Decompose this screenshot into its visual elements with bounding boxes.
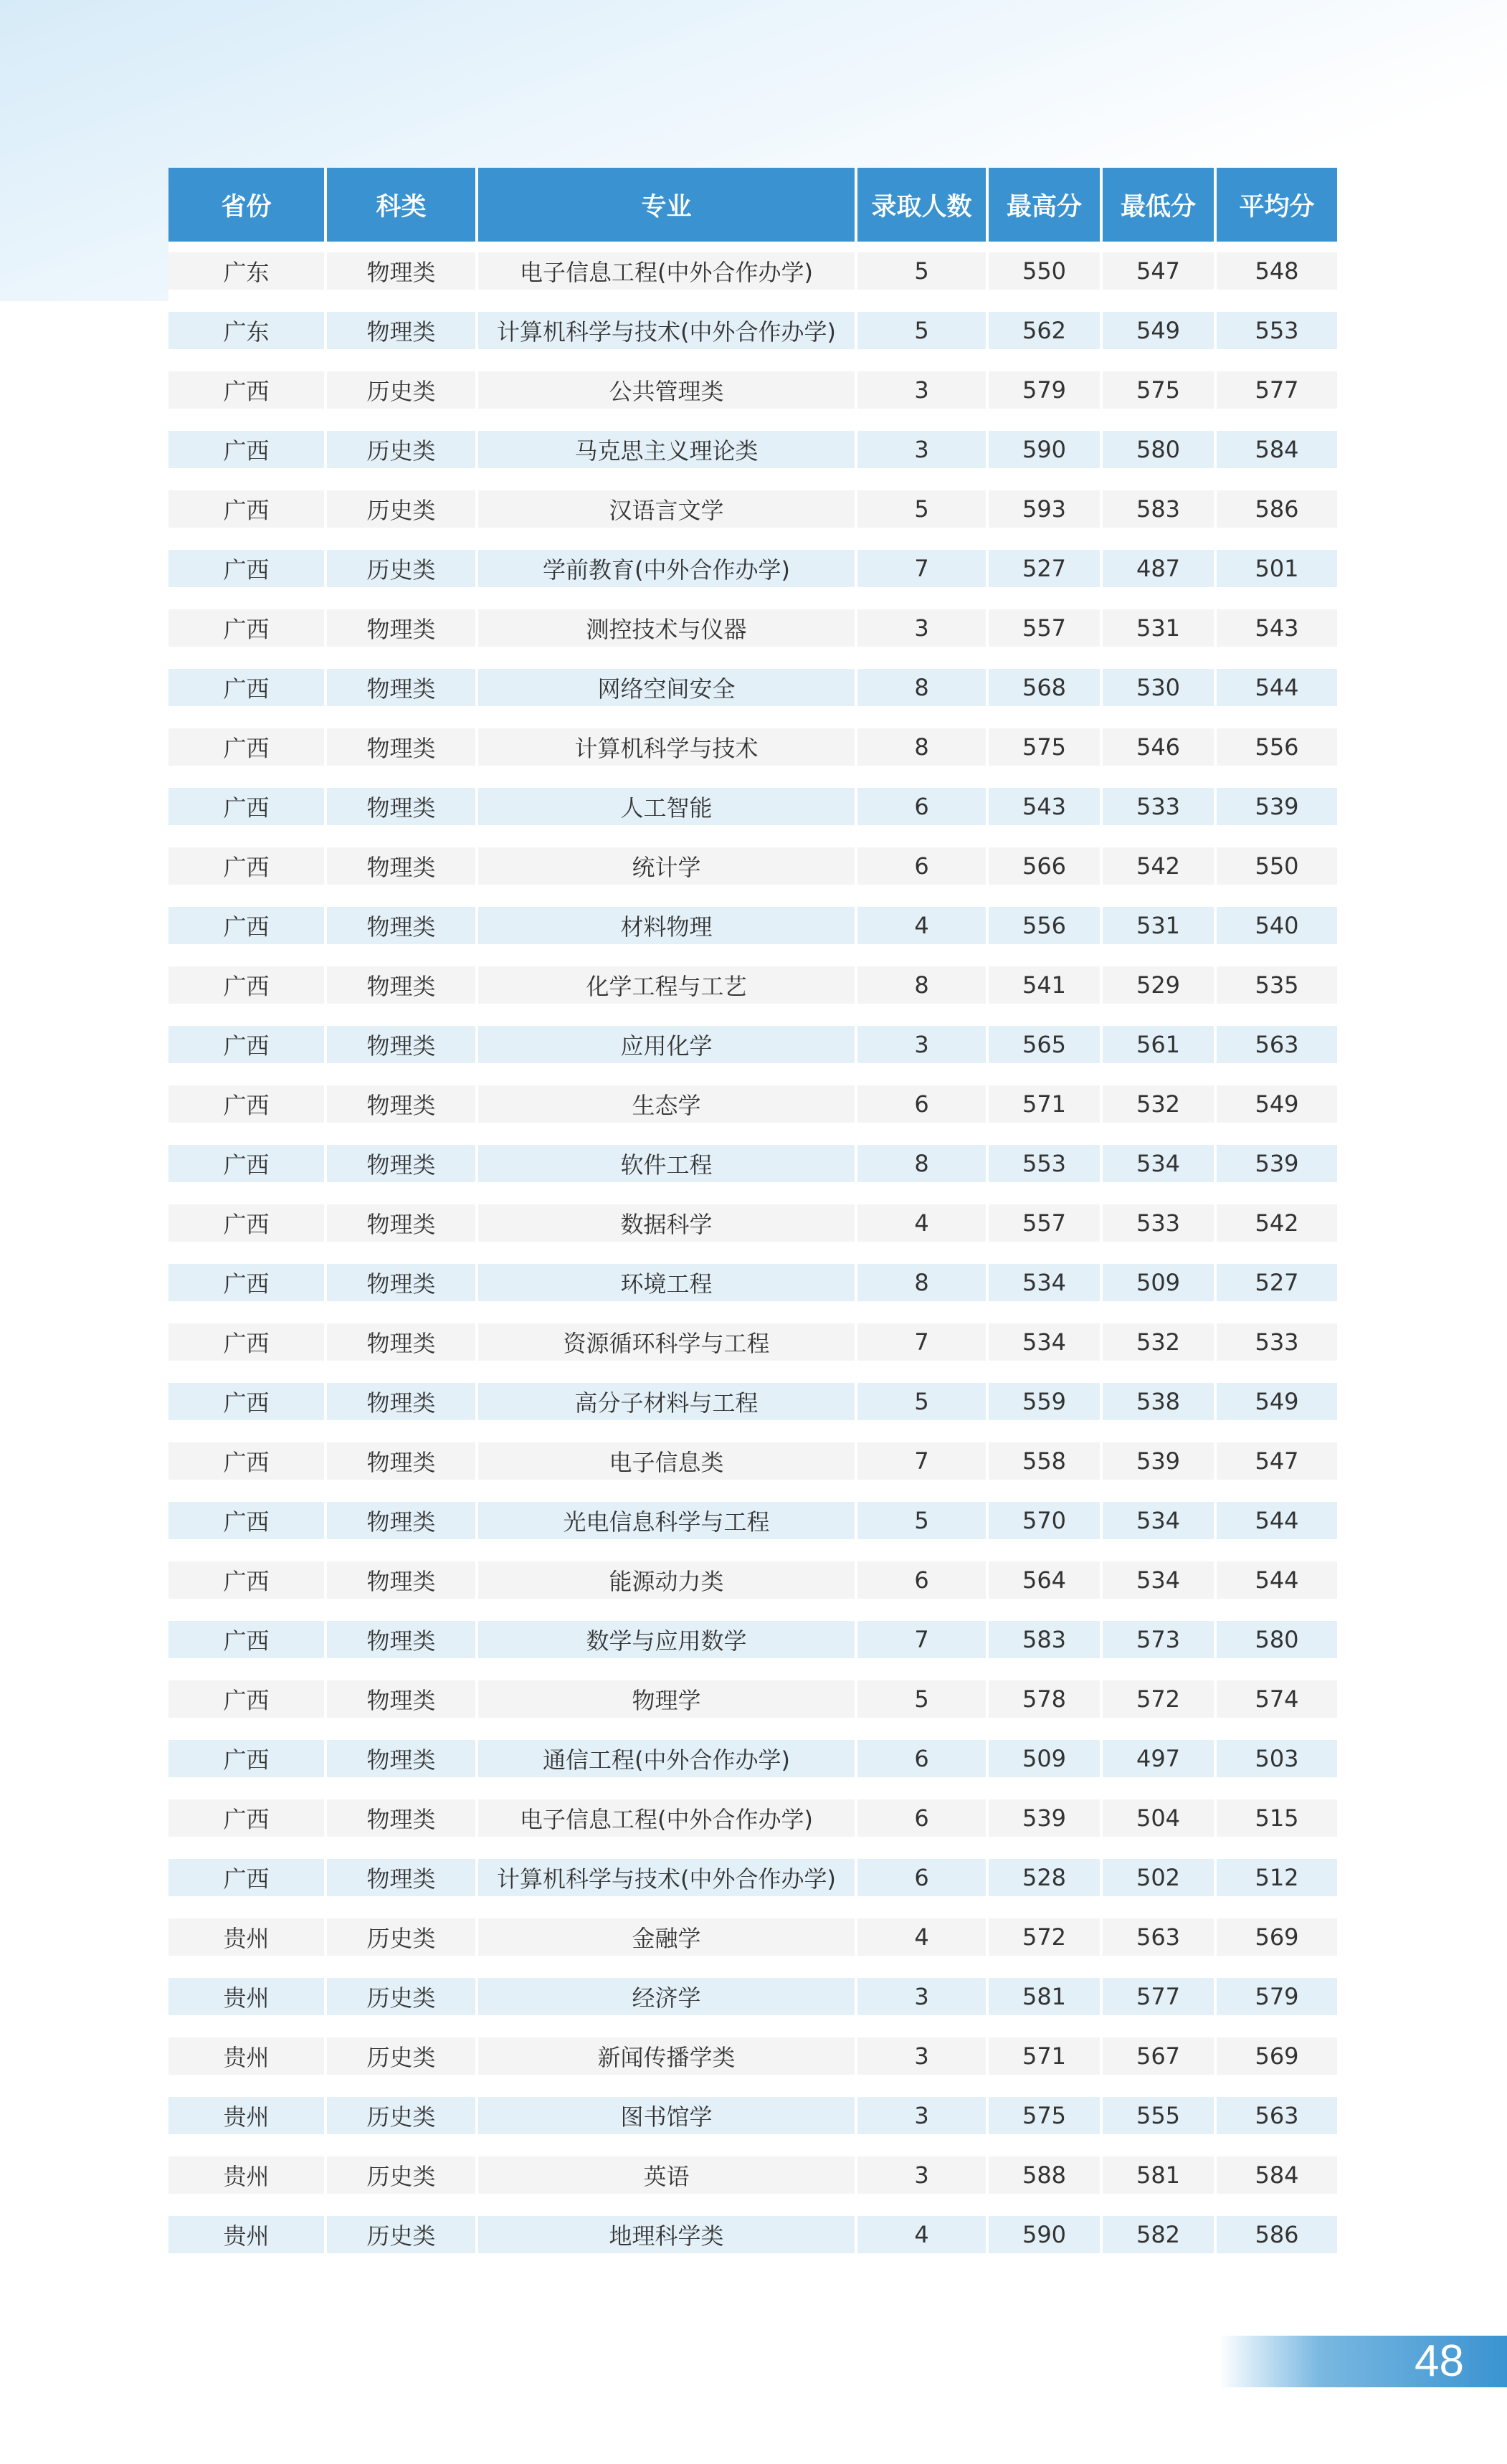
cell-max-score: 583 bbox=[989, 1621, 1103, 1680]
cell-min-score: 581 bbox=[1103, 2156, 1217, 2216]
header-avg-score: 平均分 bbox=[1217, 168, 1337, 242]
cell-province: 广西 bbox=[168, 788, 327, 847]
cell-enrolled-count: 4 bbox=[857, 1204, 989, 1264]
table-row bbox=[168, 490, 1337, 550]
cell-subject-type: 物理类 bbox=[327, 966, 478, 1026]
cell-max-score: 539 bbox=[989, 1799, 1103, 1859]
cell-subject-type: 物理类 bbox=[327, 907, 478, 966]
cell-enrolled-count: 3 bbox=[857, 1026, 989, 1085]
cell-province: 广西 bbox=[168, 966, 327, 1026]
cell-subject-type: 历史类 bbox=[327, 2097, 478, 2156]
cell-major: 软件工程 bbox=[478, 1145, 857, 1204]
cell-enrolled-count: 6 bbox=[857, 788, 989, 847]
cell-subject-type: 历史类 bbox=[327, 371, 478, 431]
cell-province: 广西 bbox=[168, 1561, 327, 1621]
cell-enrolled-count: 6 bbox=[857, 1859, 989, 1918]
cell-major: 金融学 bbox=[478, 1918, 857, 1978]
cell-max-score: 564 bbox=[989, 1561, 1103, 1621]
cell-max-score: 556 bbox=[989, 907, 1103, 966]
cell-province: 广西 bbox=[168, 1680, 327, 1740]
cell-enrolled-count: 3 bbox=[857, 2097, 989, 2156]
cell-enrolled-count: 5 bbox=[857, 1680, 989, 1740]
cell-subject-type: 物理类 bbox=[327, 847, 478, 907]
cell-province: 广西 bbox=[168, 1442, 327, 1502]
cell-min-score: 577 bbox=[1103, 1978, 1217, 2037]
cell-max-score: 527 bbox=[989, 550, 1103, 609]
cell-avg-score: 586 bbox=[1217, 490, 1337, 550]
cell-enrolled-count: 6 bbox=[857, 1085, 989, 1145]
cell-major: 化学工程与工艺 bbox=[478, 966, 857, 1026]
cell-min-score: 583 bbox=[1103, 490, 1217, 550]
cell-max-score: 528 bbox=[989, 1859, 1103, 1918]
cell-major: 高分子材料与工程 bbox=[478, 1383, 857, 1442]
cell-enrolled-count: 8 bbox=[857, 728, 989, 788]
cell-avg-score: 547 bbox=[1217, 1442, 1337, 1502]
cell-major: 数学与应用数学 bbox=[478, 1621, 857, 1680]
table-row bbox=[168, 1026, 1337, 1085]
cell-avg-score: 548 bbox=[1217, 242, 1337, 312]
cell-major: 应用化学 bbox=[478, 1026, 857, 1085]
cell-province: 贵州 bbox=[168, 2216, 327, 2275]
table-row bbox=[168, 2156, 1337, 2216]
cell-province: 广西 bbox=[168, 1799, 327, 1859]
cell-max-score: 570 bbox=[989, 1502, 1103, 1561]
cell-enrolled-count: 5 bbox=[857, 242, 989, 312]
header-major: 专业 bbox=[478, 168, 857, 242]
cell-province: 贵州 bbox=[168, 1978, 327, 2037]
cell-max-score: 578 bbox=[989, 1680, 1103, 1740]
cell-min-score: 580 bbox=[1103, 431, 1217, 490]
cell-enrolled-count: 6 bbox=[857, 1799, 989, 1859]
table-row bbox=[168, 609, 1337, 669]
cell-max-score: 566 bbox=[989, 847, 1103, 907]
cell-enrolled-count: 6 bbox=[857, 1740, 989, 1799]
cell-min-score: 531 bbox=[1103, 609, 1217, 669]
cell-min-score: 534 bbox=[1103, 1145, 1217, 1204]
cell-min-score: 575 bbox=[1103, 371, 1217, 431]
cell-province: 贵州 bbox=[168, 2037, 327, 2097]
cell-avg-score: 586 bbox=[1217, 2216, 1337, 2275]
table-row bbox=[168, 1145, 1337, 1204]
cell-province: 广西 bbox=[168, 1502, 327, 1561]
cell-enrolled-count: 4 bbox=[857, 1918, 989, 1978]
cell-avg-score: 569 bbox=[1217, 1918, 1337, 1978]
cell-avg-score: 501 bbox=[1217, 550, 1337, 609]
cell-subject-type: 物理类 bbox=[327, 1740, 478, 1799]
cell-min-score: 542 bbox=[1103, 847, 1217, 907]
cell-enrolled-count: 4 bbox=[857, 2216, 989, 2275]
cell-province: 广西 bbox=[168, 907, 327, 966]
cell-major: 通信工程(中外合作办学) bbox=[478, 1740, 857, 1799]
table-row bbox=[168, 1264, 1337, 1323]
cell-province: 广东 bbox=[168, 242, 327, 312]
cell-major: 图书馆学 bbox=[478, 2097, 857, 2156]
cell-major: 测控技术与仪器 bbox=[478, 609, 857, 669]
cell-major: 物理学 bbox=[478, 1680, 857, 1740]
cell-max-score: 575 bbox=[989, 2097, 1103, 2156]
cell-enrolled-count: 7 bbox=[857, 1621, 989, 1680]
cell-max-score: 509 bbox=[989, 1740, 1103, 1799]
cell-max-score: 543 bbox=[989, 788, 1103, 847]
table-row bbox=[168, 1442, 1337, 1502]
cell-min-score: 530 bbox=[1103, 669, 1217, 728]
cell-min-score: 497 bbox=[1103, 1740, 1217, 1799]
table-row bbox=[168, 907, 1337, 966]
cell-avg-score: 563 bbox=[1217, 2097, 1337, 2156]
cell-subject-type: 物理类 bbox=[327, 1085, 478, 1145]
cell-province: 广西 bbox=[168, 490, 327, 550]
cell-province: 广西 bbox=[168, 1323, 327, 1383]
cell-avg-score: 544 bbox=[1217, 1502, 1337, 1561]
cell-max-score: 558 bbox=[989, 1442, 1103, 1502]
table-row bbox=[168, 550, 1337, 609]
cell-enrolled-count: 3 bbox=[857, 2156, 989, 2216]
cell-enrolled-count: 6 bbox=[857, 1561, 989, 1621]
cell-major: 计算机科学与技术 bbox=[478, 728, 857, 788]
cell-min-score: 572 bbox=[1103, 1680, 1217, 1740]
cell-major: 环境工程 bbox=[478, 1264, 857, 1323]
table-row bbox=[168, 2097, 1337, 2156]
cell-avg-score: 584 bbox=[1217, 431, 1337, 490]
cell-max-score: 590 bbox=[989, 431, 1103, 490]
cell-max-score: 562 bbox=[989, 312, 1103, 371]
table-row bbox=[168, 242, 1337, 312]
table-row bbox=[168, 788, 1337, 847]
cell-subject-type: 物理类 bbox=[327, 1145, 478, 1204]
cell-avg-score: 580 bbox=[1217, 1621, 1337, 1680]
header-max-score: 最高分 bbox=[989, 168, 1103, 242]
cell-major: 英语 bbox=[478, 2156, 857, 2216]
cell-avg-score: 544 bbox=[1217, 1561, 1337, 1621]
cell-min-score: 534 bbox=[1103, 1502, 1217, 1561]
cell-max-score: 572 bbox=[989, 1918, 1103, 1978]
cell-enrolled-count: 3 bbox=[857, 431, 989, 490]
table-row bbox=[168, 1323, 1337, 1383]
table-row bbox=[168, 312, 1337, 371]
cell-max-score: 557 bbox=[989, 1204, 1103, 1264]
cell-avg-score: 550 bbox=[1217, 847, 1337, 907]
cell-avg-score: 579 bbox=[1217, 1978, 1337, 2037]
cell-subject-type: 物理类 bbox=[327, 1204, 478, 1264]
cell-major: 计算机科学与技术(中外合作办学) bbox=[478, 1859, 857, 1918]
cell-province: 贵州 bbox=[168, 2097, 327, 2156]
cell-min-score: 487 bbox=[1103, 550, 1217, 609]
cell-avg-score: 549 bbox=[1217, 1085, 1337, 1145]
cell-subject-type: 历史类 bbox=[327, 490, 478, 550]
cell-major: 材料物理 bbox=[478, 907, 857, 966]
table-row bbox=[168, 1621, 1337, 1680]
cell-max-score: 588 bbox=[989, 2156, 1103, 2216]
header-subject-type: 科类 bbox=[327, 168, 478, 242]
cell-major: 计算机科学与技术(中外合作办学) bbox=[478, 312, 857, 371]
cell-enrolled-count: 6 bbox=[857, 847, 989, 907]
cell-min-score: 533 bbox=[1103, 1204, 1217, 1264]
cell-min-score: 531 bbox=[1103, 907, 1217, 966]
cell-province: 广西 bbox=[168, 669, 327, 728]
cell-major: 光电信息科学与工程 bbox=[478, 1502, 857, 1561]
cell-min-score: 538 bbox=[1103, 1383, 1217, 1442]
cell-province: 广西 bbox=[168, 550, 327, 609]
cell-enrolled-count: 3 bbox=[857, 1978, 989, 2037]
cell-min-score: 509 bbox=[1103, 1264, 1217, 1323]
table-row bbox=[168, 1204, 1337, 1264]
cell-avg-score: 577 bbox=[1217, 371, 1337, 431]
cell-province: 广西 bbox=[168, 1085, 327, 1145]
table-row bbox=[168, 966, 1337, 1026]
cell-subject-type: 物理类 bbox=[327, 1442, 478, 1502]
cell-subject-type: 历史类 bbox=[327, 1918, 478, 1978]
cell-max-score: 575 bbox=[989, 728, 1103, 788]
cell-subject-type: 物理类 bbox=[327, 1680, 478, 1740]
cell-min-score: 529 bbox=[1103, 966, 1217, 1026]
cell-max-score: 581 bbox=[989, 1978, 1103, 2037]
cell-avg-score: 542 bbox=[1217, 1204, 1337, 1264]
table-row bbox=[168, 1502, 1337, 1561]
cell-subject-type: 物理类 bbox=[327, 1859, 478, 1918]
cell-avg-score: 535 bbox=[1217, 966, 1337, 1026]
cell-min-score: 504 bbox=[1103, 1799, 1217, 1859]
cell-avg-score: 503 bbox=[1217, 1740, 1337, 1799]
cell-major: 学前教育(中外合作办学) bbox=[478, 550, 857, 609]
cell-subject-type: 物理类 bbox=[327, 1561, 478, 1621]
table-row bbox=[168, 847, 1337, 907]
cell-subject-type: 物理类 bbox=[327, 1264, 478, 1323]
cell-enrolled-count: 3 bbox=[857, 371, 989, 431]
cell-enrolled-count: 3 bbox=[857, 609, 989, 669]
header-enrolled-count: 录取人数 bbox=[857, 168, 989, 242]
cell-major: 能源动力类 bbox=[478, 1561, 857, 1621]
header-province: 省份 bbox=[168, 168, 327, 242]
cell-major: 公共管理类 bbox=[478, 371, 857, 431]
table-row bbox=[168, 669, 1337, 728]
cell-min-score: 561 bbox=[1103, 1026, 1217, 1085]
cell-enrolled-count: 7 bbox=[857, 1323, 989, 1383]
cell-major: 人工智能 bbox=[478, 788, 857, 847]
cell-max-score: 557 bbox=[989, 609, 1103, 669]
cell-avg-score: 515 bbox=[1217, 1799, 1337, 1859]
cell-major: 数据科学 bbox=[478, 1204, 857, 1264]
cell-major: 汉语言文学 bbox=[478, 490, 857, 550]
cell-major: 新闻传播学类 bbox=[478, 2037, 857, 2097]
table-row bbox=[168, 1859, 1337, 1918]
cell-province: 广西 bbox=[168, 728, 327, 788]
cell-max-score: 593 bbox=[989, 490, 1103, 550]
cell-province: 广西 bbox=[168, 1383, 327, 1442]
cell-major: 马克思主义理论类 bbox=[478, 431, 857, 490]
cell-min-score: 533 bbox=[1103, 788, 1217, 847]
cell-avg-score: 539 bbox=[1217, 788, 1337, 847]
cell-major: 电子信息工程(中外合作办学) bbox=[478, 242, 857, 312]
table-row bbox=[168, 728, 1337, 788]
admission-score-table bbox=[168, 168, 1337, 2275]
table-row bbox=[168, 371, 1337, 431]
cell-enrolled-count: 5 bbox=[857, 1502, 989, 1561]
cell-enrolled-count: 7 bbox=[857, 1442, 989, 1502]
cell-subject-type: 物理类 bbox=[327, 609, 478, 669]
cell-min-score: 582 bbox=[1103, 2216, 1217, 2275]
cell-max-score: 559 bbox=[989, 1383, 1103, 1442]
table-row bbox=[168, 431, 1337, 490]
cell-avg-score: 563 bbox=[1217, 1026, 1337, 1085]
cell-min-score: 573 bbox=[1103, 1621, 1217, 1680]
cell-subject-type: 物理类 bbox=[327, 728, 478, 788]
cell-subject-type: 物理类 bbox=[327, 1799, 478, 1859]
page-number-tab bbox=[1219, 2336, 1507, 2387]
cell-enrolled-count: 5 bbox=[857, 312, 989, 371]
cell-avg-score: 533 bbox=[1217, 1323, 1337, 1383]
cell-min-score: 502 bbox=[1103, 1859, 1217, 1918]
cell-major: 电子信息工程(中外合作办学) bbox=[478, 1799, 857, 1859]
table-row bbox=[168, 1383, 1337, 1442]
table-row bbox=[168, 2216, 1337, 2275]
cell-max-score: 590 bbox=[989, 2216, 1103, 2275]
cell-province: 广西 bbox=[168, 609, 327, 669]
cell-major: 地理科学类 bbox=[478, 2216, 857, 2275]
cell-enrolled-count: 8 bbox=[857, 669, 989, 728]
cell-max-score: 541 bbox=[989, 966, 1103, 1026]
cell-avg-score: 553 bbox=[1217, 312, 1337, 371]
cell-avg-score: 527 bbox=[1217, 1264, 1337, 1323]
cell-max-score: 571 bbox=[989, 2037, 1103, 2097]
cell-subject-type: 物理类 bbox=[327, 669, 478, 728]
cell-min-score: 567 bbox=[1103, 2037, 1217, 2097]
cell-province: 广西 bbox=[168, 1026, 327, 1085]
cell-province: 广西 bbox=[168, 847, 327, 907]
cell-avg-score: 556 bbox=[1217, 728, 1337, 788]
cell-province: 广西 bbox=[168, 1621, 327, 1680]
cell-subject-type: 物理类 bbox=[327, 1621, 478, 1680]
cell-min-score: 563 bbox=[1103, 1918, 1217, 1978]
cell-province: 广西 bbox=[168, 431, 327, 490]
cell-province: 广西 bbox=[168, 1740, 327, 1799]
cell-avg-score: 540 bbox=[1217, 907, 1337, 966]
cell-enrolled-count: 4 bbox=[857, 907, 989, 966]
header-min-score: 最低分 bbox=[1103, 168, 1217, 242]
cell-avg-score: 544 bbox=[1217, 669, 1337, 728]
table-row bbox=[168, 1799, 1337, 1859]
cell-enrolled-count: 7 bbox=[857, 550, 989, 609]
cell-subject-type: 物理类 bbox=[327, 788, 478, 847]
cell-subject-type: 历史类 bbox=[327, 550, 478, 609]
cell-max-score: 553 bbox=[989, 1145, 1103, 1204]
table-row bbox=[168, 1561, 1337, 1621]
cell-subject-type: 历史类 bbox=[327, 2156, 478, 2216]
cell-province: 广西 bbox=[168, 1264, 327, 1323]
cell-major: 生态学 bbox=[478, 1085, 857, 1145]
cell-subject-type: 历史类 bbox=[327, 2037, 478, 2097]
table-row bbox=[168, 1680, 1337, 1740]
cell-province: 贵州 bbox=[168, 2156, 327, 2216]
cell-min-score: 534 bbox=[1103, 1561, 1217, 1621]
cell-province: 广西 bbox=[168, 1859, 327, 1918]
cell-avg-score: 549 bbox=[1217, 1383, 1337, 1442]
cell-subject-type: 物理类 bbox=[327, 1323, 478, 1383]
cell-subject-type: 历史类 bbox=[327, 2216, 478, 2275]
cell-avg-score: 543 bbox=[1217, 609, 1337, 669]
cell-major: 资源循环科学与工程 bbox=[478, 1323, 857, 1383]
cell-subject-type: 历史类 bbox=[327, 431, 478, 490]
cell-avg-score: 569 bbox=[1217, 2037, 1337, 2097]
cell-enrolled-count: 5 bbox=[857, 490, 989, 550]
cell-max-score: 534 bbox=[989, 1264, 1103, 1323]
cell-major: 经济学 bbox=[478, 1978, 857, 2037]
table-body bbox=[168, 242, 1337, 2275]
cell-max-score: 571 bbox=[989, 1085, 1103, 1145]
cell-major: 电子信息类 bbox=[478, 1442, 857, 1502]
cell-major: 网络空间安全 bbox=[478, 669, 857, 728]
cell-enrolled-count: 8 bbox=[857, 1145, 989, 1204]
cell-province: 广西 bbox=[168, 1145, 327, 1204]
cell-subject-type: 物理类 bbox=[327, 242, 478, 312]
cell-min-score: 546 bbox=[1103, 728, 1217, 788]
cell-min-score: 532 bbox=[1103, 1323, 1217, 1383]
cell-province: 广西 bbox=[168, 1204, 327, 1264]
cell-max-score: 579 bbox=[989, 371, 1103, 431]
cell-major: 统计学 bbox=[478, 847, 857, 907]
cell-subject-type: 物理类 bbox=[327, 1026, 478, 1085]
cell-province: 广东 bbox=[168, 312, 327, 371]
table-header-row bbox=[168, 168, 1337, 242]
cell-avg-score: 584 bbox=[1217, 2156, 1337, 2216]
cell-enrolled-count: 8 bbox=[857, 1264, 989, 1323]
cell-max-score: 568 bbox=[989, 669, 1103, 728]
table-row bbox=[168, 1740, 1337, 1799]
cell-avg-score: 539 bbox=[1217, 1145, 1337, 1204]
page-number: 48 bbox=[1415, 2336, 1464, 2386]
cell-avg-score: 512 bbox=[1217, 1859, 1337, 1918]
cell-subject-type: 物理类 bbox=[327, 1383, 478, 1442]
cell-avg-score: 574 bbox=[1217, 1680, 1337, 1740]
cell-max-score: 565 bbox=[989, 1026, 1103, 1085]
cell-min-score: 539 bbox=[1103, 1442, 1217, 1502]
cell-province: 贵州 bbox=[168, 1918, 327, 1978]
table-row bbox=[168, 1978, 1337, 2037]
cell-enrolled-count: 5 bbox=[857, 1383, 989, 1442]
cell-min-score: 549 bbox=[1103, 312, 1217, 371]
cell-province: 广西 bbox=[168, 371, 327, 431]
cell-min-score: 532 bbox=[1103, 1085, 1217, 1145]
cell-min-score: 555 bbox=[1103, 2097, 1217, 2156]
cell-subject-type: 历史类 bbox=[327, 1978, 478, 2037]
cell-enrolled-count: 8 bbox=[857, 966, 989, 1026]
table-row bbox=[168, 1918, 1337, 1978]
table-row bbox=[168, 2037, 1337, 2097]
cell-max-score: 550 bbox=[989, 242, 1103, 312]
cell-enrolled-count: 3 bbox=[857, 2037, 989, 2097]
cell-min-score: 547 bbox=[1103, 242, 1217, 312]
cell-subject-type: 物理类 bbox=[327, 1502, 478, 1561]
cell-subject-type: 物理类 bbox=[327, 312, 478, 371]
table-row bbox=[168, 1085, 1337, 1145]
cell-max-score: 534 bbox=[989, 1323, 1103, 1383]
